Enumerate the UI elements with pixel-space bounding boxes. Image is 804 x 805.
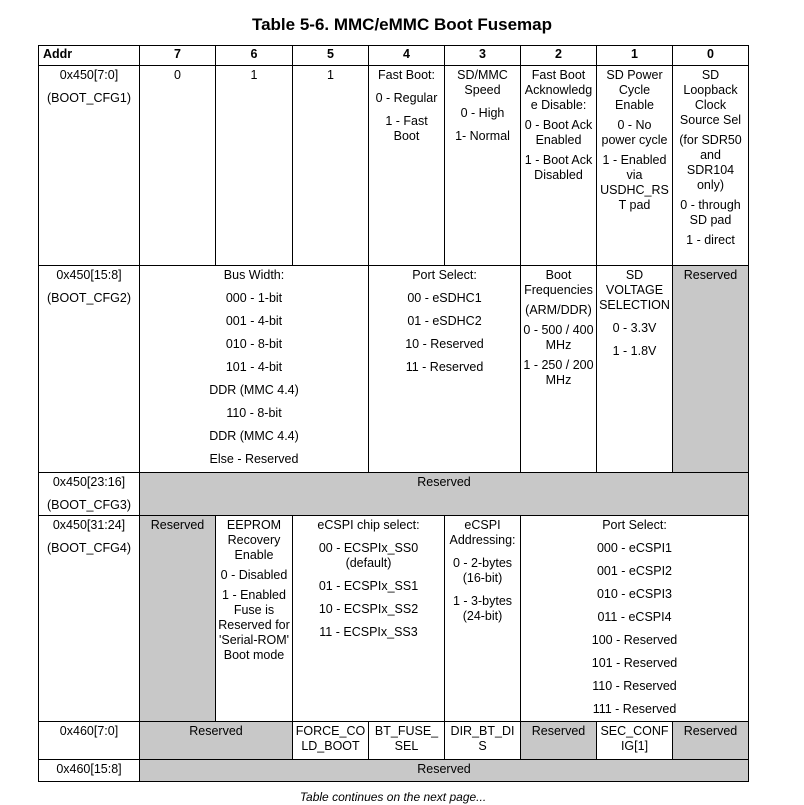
cell-addr [39,266,140,473]
header-bit-7: 7 [140,46,216,66]
cell-ecspi-addressing [445,516,521,722]
cell-bit-6 [216,66,293,266]
cell-line: 001 - 4-bit [225,314,283,328]
cell-line: (BOOT_CFG1) [46,91,132,105]
cell-line: (BOOT_CFG2) [46,291,132,305]
cell-line: (ARM/DDR) [525,303,592,317]
cell-line: 1 - Enabled Fuse is Reserved for 'Serial-ROM' Boot mode [218,588,290,662]
cell-line: Fast Boot: [378,68,435,82]
cell-line: Reserved [417,475,471,489]
cell-sd-voltage [597,266,673,473]
cell-line: 0 - No power cycle [601,118,668,147]
cell-line: 100 - Reserved [591,633,678,647]
cell-fast-boot [369,66,445,266]
cell-line: 1 [250,68,258,82]
cell-reserved [673,722,749,760]
cell-bus-width [140,266,369,473]
cell-line: 1 - direct [686,233,735,247]
cell-line: 00 - eSDHC1 [407,291,482,305]
cell-line: 0x450[23:16] [52,475,126,489]
cell-line: Else - Reserved [209,452,299,466]
cell-line: SD Power Cycle Enable [606,68,663,112]
row-0x460-high [39,760,749,782]
cell-addr [39,66,140,266]
cell-sd-mmc-speed [445,66,521,266]
cell-line: BT_FUSE_SEL [374,724,439,753]
cell-reserved [673,266,749,473]
cell-line: 0x460[15:8] [56,762,122,776]
cell-addr [39,760,140,782]
cell-line: 0 - through SD pad [680,198,741,227]
header-bit-2: 2 [521,46,597,66]
cell-reserved [140,760,749,782]
cell-line: 1- Normal [455,129,510,143]
header-bit-6: 6 [216,46,293,66]
cell-line: (BOOT_CFG4) [46,541,132,555]
cell-port-select [521,516,749,722]
cell-line: (for SDR50 and SDR104 only) [679,133,742,192]
header-bit-0: 0 [673,46,749,66]
cell-line: 0 - 3.3V [612,321,657,335]
cell-line: 010 - eCSPI3 [596,587,673,601]
cell-line: eCSPI chip select: [317,518,420,532]
header-row [39,46,749,66]
cell-line: 0 - 500 / 400 MHz [523,323,594,352]
cell-line: 010 - 8-bit [225,337,283,351]
cell-line: Reserved [531,724,586,738]
cell-line: 0x450[31:24] [52,518,126,532]
cell-line: 000 - 1-bit [225,291,283,305]
cell-line: 011 - eCSPI4 [597,610,672,624]
cell-bit-7 [140,66,216,266]
cell-line: 000 - eCSPI1 [596,541,673,555]
cell-line: 0 - Regular [375,91,438,105]
continuation-note: Table continues on the next page... [299,790,487,804]
cell-line: SD VOLTAGE SELECTION [599,268,670,312]
cell-line: SD/MMC Speed [457,68,508,97]
cell-line: DDR (MMC 4.4) [209,383,299,397]
cell-bit-5 [293,66,369,266]
cell-line: 11 - ECSPIx_SS3 [319,625,418,639]
cell-line: 11 - Reserved [405,360,484,374]
cell-force-cold-boot [293,722,369,760]
cell-line: 01 - eSDHC2 [407,314,482,328]
cell-line: Fast Boot Acknowledge Disable: [524,68,593,112]
table-title: Table 5-6. MMC/eMMC Boot Fusemap [251,15,553,34]
cell-addr [39,473,140,516]
cell-dir-bt-dis [445,722,521,760]
cell-line: 0x450[15:8] [56,268,122,282]
cell-line: Reserved [417,762,471,776]
cell-line: Boot Frequencies [524,268,593,297]
cell-addr [39,722,140,760]
cell-line: 1 - Enabled via USDHC_RST pad [600,153,669,212]
cell-line: 101 - Reserved [591,656,678,670]
header-bit-1: 1 [597,46,673,66]
cell-line: Reserved [189,724,243,738]
cell-line: 101 - 4-bit [225,360,283,374]
cell-line: 0x450[7:0] [59,68,119,82]
row-boot-cfg3 [39,473,749,516]
cell-line: 1 - Boot Ack Disabled [524,153,593,182]
cell-line: Reserved [683,268,738,282]
row-boot-cfg2 [39,266,749,473]
cell-line: eCSPI Addressing: [449,518,516,547]
cell-line: 111 - Reserved [592,702,677,716]
cell-line: 1 - Fast Boot [385,114,428,143]
cell-line: Reserved [150,518,205,532]
cell-line: 1 - 3-bytes (24-bit) [452,594,513,623]
cell-line: Bus Width: [223,268,285,282]
header-bit-5: 5 [293,46,369,66]
cell-line: 01 - ECSPIx_SS1 [318,579,419,593]
cell-line: 1 - 250 / 200 MHz [523,358,594,387]
cell-line: 0 [174,68,181,82]
boot-fusemap-table [38,45,749,782]
cell-line: Port Select: [602,518,667,532]
cell-reserved [140,473,749,516]
cell-line: FORCE_COLD_BOOT [295,724,366,753]
cell-line: 110 - 8-bit [226,406,282,420]
row-0x460-low [39,722,749,760]
cell-line: Reserved [683,724,738,738]
cell-reserved [521,722,597,760]
cell-line: 10 - Reserved [405,337,484,351]
cell-line: 1 [327,68,334,82]
cell-line: 0x460[7:0] [59,724,119,738]
header-bit-3: 3 [445,46,521,66]
header-bit-4: 4 [369,46,445,66]
cell-eeprom-recovery [216,516,293,722]
cell-line: DIR_BT_DIS [450,724,515,753]
cell-sec-config [597,722,673,760]
cell-ecspi-chip-select [293,516,445,722]
cell-line: (BOOT_CFG3) [46,498,132,512]
cell-sd-loopback [673,66,749,266]
cell-line: 1 - 1.8V [612,344,657,358]
cell-reserved [140,722,293,760]
cell-line: SEC_CONFIG[1] [600,724,669,753]
cell-reserved [140,516,216,722]
cell-line: 0 - 2-bytes (16-bit) [452,556,513,585]
cell-fast-boot-ack [521,66,597,266]
cell-line: 0 - Disabled [220,568,288,582]
cell-line: 001 - eCSPI2 [596,564,673,578]
cell-sd-power-cycle [597,66,673,266]
cell-line: DDR (MMC 4.4) [209,429,299,443]
cell-line: 10 - ECSPIx_SS2 [318,602,419,616]
cell-line: EEPROM Recovery Enable [226,518,282,562]
cell-boot-frequencies [521,266,597,473]
cell-line: 110 - Reserved [592,679,677,693]
cell-bt-fuse-sel [369,722,445,760]
cell-addr [39,516,140,722]
cell-line: Port Select: [412,268,477,282]
cell-line: 0 - High [460,106,505,120]
row-boot-cfg4 [39,516,749,722]
cell-line: SD Loopback Clock Source Sel [679,68,742,127]
row-boot-cfg1 [39,66,749,266]
cell-port-select [369,266,521,473]
cell-line: 00 - ECSPIx_SS0 (default) [318,541,419,570]
header-addr: Addr [39,46,140,66]
cell-line: 0 - Boot Ack Enabled [524,118,593,147]
